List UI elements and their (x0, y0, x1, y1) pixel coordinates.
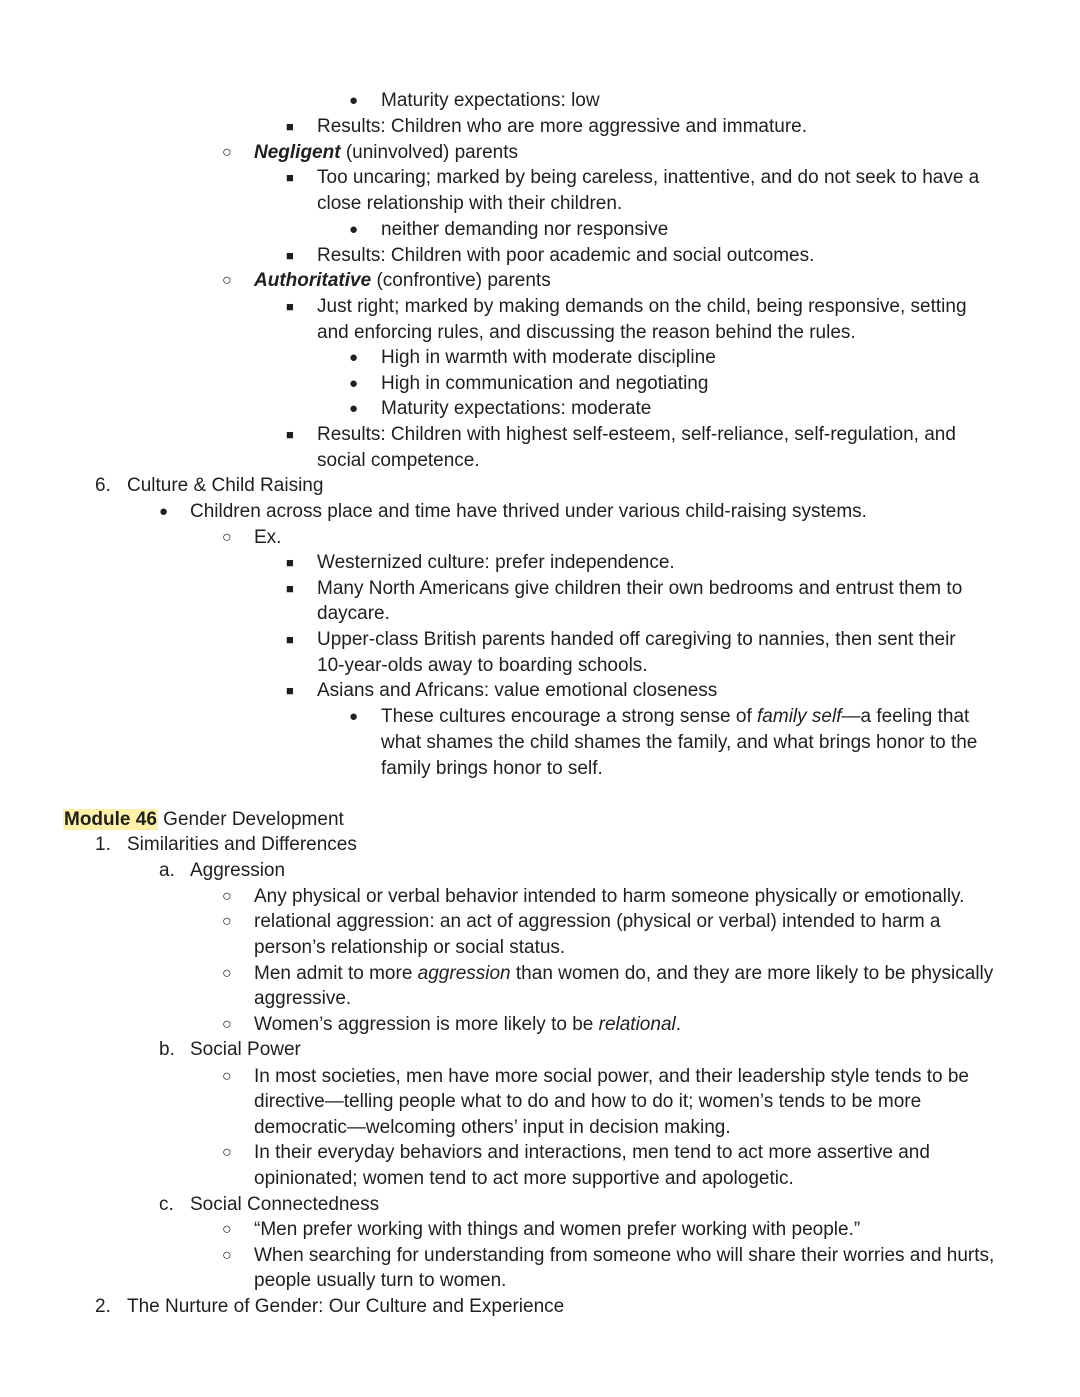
text-line: relational aggression: an act of aggression (physical or verbal) intended to harm a (254, 911, 941, 932)
list-number: 2. (95, 1296, 111, 1317)
text-line (254, 140, 518, 165)
bullet-circle: ○ (222, 272, 232, 289)
text-line: person’s relationship or social status. (254, 937, 566, 958)
text-line: When searching for understanding from someone who will share their worries and hurts, (254, 1245, 995, 1266)
bullet-circle: ○ (222, 913, 232, 930)
text-span: —a feeling that (841, 706, 970, 727)
bullet-dot: ● (349, 349, 359, 366)
text-line: Maturity expectations: moderate (381, 398, 652, 419)
bullet-circle: ○ (222, 888, 232, 905)
bullet-square: ■ (286, 119, 294, 134)
bullet-square: ■ (286, 555, 294, 570)
section-heading: Culture & Child Raising (127, 475, 324, 496)
bullet-dot: ● (349, 92, 359, 109)
list-letter: c. (159, 1194, 174, 1215)
text-line: Upper-class British parents handed off caregiving to nannies, then sent their (317, 629, 956, 650)
text-line (381, 704, 969, 729)
bullet-square: ■ (286, 581, 294, 596)
text-line: In their everyday behaviors and interactions, men tend to act more assertive and (254, 1142, 930, 1163)
text-span: (confrontive) parents (371, 270, 551, 291)
bullet-square: ■ (286, 683, 294, 698)
text-span: Men admit to more (254, 963, 418, 984)
text-line: Too uncaring; marked by being careless, inattentive, and do not seek to have a (317, 167, 980, 188)
text-line: Maturity expectations: low (381, 90, 600, 111)
text-line: Asians and Africans: value emotional closeness (317, 680, 718, 701)
text-line: neither demanding nor responsive (381, 219, 669, 240)
text-line: directive—telling people what to do and how to do it; women’s tends to be more (254, 1091, 922, 1112)
bullet-circle: ○ (222, 1221, 232, 1238)
subsection-heading: Aggression (190, 860, 286, 881)
bullet-square: ■ (286, 170, 294, 185)
text-line: family brings honor to self. (381, 758, 603, 779)
text-line: Results: Children who are more aggressive and immature. (317, 116, 807, 137)
bullet-circle: ○ (222, 1016, 232, 1033)
text-span: than women do, and they are more likely to be physically (510, 963, 994, 984)
module-label: Module 46 (64, 809, 157, 830)
text-span: Women’s aggression is more likely to be (254, 1014, 599, 1035)
text-line: Westernized culture: prefer independence. (317, 552, 675, 573)
term-relational: relational (598, 1014, 676, 1035)
module-heading (63, 807, 344, 832)
text-line: Children across place and time have thrived under various child-raising systems. (190, 501, 867, 522)
text-line: people usually turn to women. (254, 1270, 507, 1291)
text-line: High in warmth with moderate discipline (381, 347, 716, 368)
section-heading: Similarities and Differences (127, 834, 357, 855)
term-aggression: aggression (417, 963, 511, 984)
bullet-circle: ○ (222, 1068, 232, 1085)
bullet-dot: ● (349, 375, 359, 392)
text-span: These cultures encourage a strong sense of (381, 706, 758, 727)
text-line: High in communication and negotiating (381, 373, 709, 394)
subsection-heading: Social Connectedness (190, 1194, 380, 1215)
text-span: . (675, 1014, 682, 1035)
list-number: 6. (95, 475, 111, 496)
bullet-circle: ○ (222, 1247, 232, 1264)
text-line: Any physical or verbal behavior intended to harm someone physically or emotionally. (254, 886, 965, 907)
bullet-dot: ● (349, 708, 359, 725)
bullet-square: ■ (286, 299, 294, 314)
text-line: Results: Children with poor academic and social outcomes. (317, 245, 815, 266)
text-line: “Men prefer working with things and women prefer working with people.” (254, 1219, 861, 1240)
bullet-circle: ○ (222, 144, 232, 161)
term-authoritative: Authoritative (254, 270, 372, 291)
bullet-dot: ● (349, 221, 359, 238)
text-line: In most societies, men have more social power, and their leadership style tends to be (254, 1066, 969, 1087)
text-line: Ex. (254, 527, 282, 548)
text-line: daycare. (317, 603, 390, 624)
text-line (254, 1012, 681, 1037)
term-negligent: Negligent (254, 142, 341, 163)
bullet-square: ■ (286, 632, 294, 647)
bullet-dot: ● (159, 503, 169, 520)
text-line: Just right; marked by making demands on the child, being responsive, setting (317, 296, 967, 317)
text-line: Many North Americans give children their own bedrooms and entrust them to (317, 578, 963, 599)
bullet-square: ■ (286, 248, 294, 263)
text-line: Results: Children with highest self-esteem, self-reliance, self-regulation, and (317, 424, 956, 445)
text-line: close relationship with their children. (317, 193, 623, 214)
text-line: 10-year-olds away to boarding schools. (317, 655, 648, 676)
text-line: what shames the child shames the family, and what brings honor to the (381, 732, 978, 753)
text-line: and enforcing rules, and discussing the reason behind the rules. (317, 322, 856, 343)
list-letter: a. (159, 860, 175, 881)
text-line: democratic—welcoming others’ input in decision making. (254, 1117, 731, 1138)
bullet-circle: ○ (222, 1144, 232, 1161)
bullet-circle: ○ (222, 965, 232, 982)
text-line (254, 961, 993, 986)
text-line: opinionated; women tend to act more supportive and apologetic. (254, 1168, 794, 1189)
list-letter: b. (159, 1039, 175, 1060)
bullet-square: ■ (286, 427, 294, 442)
list-number: 1. (95, 834, 111, 855)
term-family-self: family self (757, 706, 842, 727)
module-title: Gender Development (157, 809, 344, 830)
bullet-dot: ● (349, 400, 359, 417)
text-line: social competence. (317, 450, 480, 471)
text-line: aggressive. (254, 988, 352, 1009)
section-heading: The Nurture of Gender: Our Culture and Experience (127, 1296, 565, 1317)
bullet-circle: ○ (222, 529, 232, 546)
text-line (254, 268, 551, 293)
text-span: (uninvolved) parents (340, 142, 518, 163)
subsection-heading: Social Power (190, 1039, 301, 1060)
